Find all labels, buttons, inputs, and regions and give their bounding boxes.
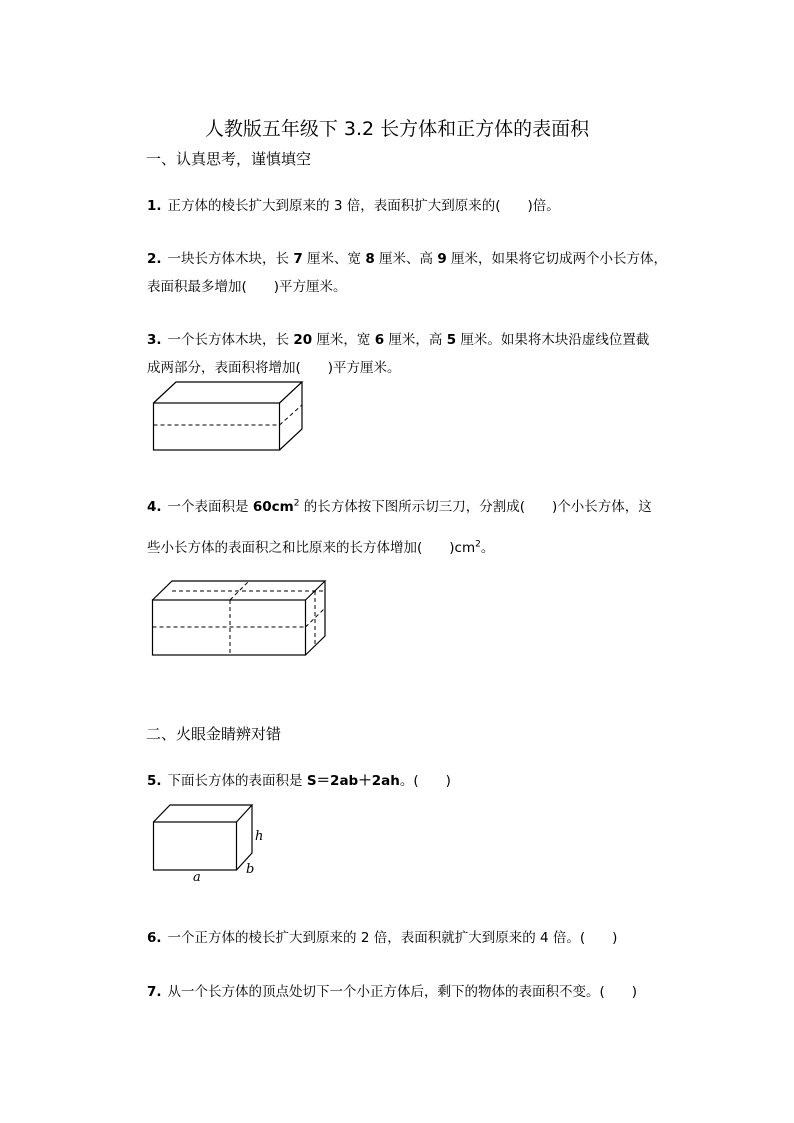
page-title: 人教版五年级下 3.2 长方体和正方体的表面积 [204,118,590,140]
section-heading-true-false: 二、火眼金睛辨对错 [146,725,282,743]
dashed-cut-horizontal-side [306,608,326,627]
label-length: a [193,870,201,885]
question-number: 1. [147,198,162,214]
cuboid-top-face [154,805,253,822]
cuboid-front-face [154,403,280,450]
cuboid-figure-q3 [150,380,310,455]
question-2: 2. 一块长方体木块，长 7 厘米、宽 8 厘米、高 9 厘米，如果将它切成两个小长方体， [147,251,668,267]
cuboid-figure-q5 [150,802,270,884]
label-width: b [246,862,255,877]
question-number: 6. [147,930,162,946]
question-4: 4. 一个表面积是 $60cm^2$ 的长方体按下图所示切三刀，分割成( )个小长方体，这 [147,498,652,515]
surface-area-formula: S＝2ab＋2ah [306,773,400,789]
question-number: 4. [147,499,162,515]
cuboid-side-face [237,805,253,870]
cuboid-figure-q4 [150,578,330,658]
question-2-line-2: 表面积最多增加( )平方厘米。 [147,279,347,295]
question-4-line-2: 些小长方体的表面积之和比原来的长方体增加( )$cm^2$。 [147,539,495,556]
question-number: 2. [147,251,162,267]
label-height: h [255,829,264,844]
section-heading-fill-blanks: 一、认真思考，谨慎填空 [146,150,312,168]
question-3: 3. 一个长方体木块，长 20 厘米，宽 6 厘米，高 5 厘米。如果将木块沿虚线位置截 [147,332,650,348]
cuboid-front-face [154,822,237,870]
question-7: 7. 从一个长方体的顶点处切下一个小正方体后，剩下的物体的表面积不变。( ) [147,984,638,1000]
question-number: 5. [147,773,162,789]
question-number: 7. [147,984,162,1000]
question-3-line-2: 成两部分，表面积将增加( )平方厘米。 [147,360,401,376]
question-5: 5. 下面长方体的表面积是 S＝2ab＋2ah。( ) [147,773,451,789]
dashed-cut-vertical-top [230,581,249,600]
question-1: 1. 正方体的棱长扩大到原来的 3 倍，表面积扩大到原来的( )倍。 [147,198,560,214]
question-6: 6. 一个正方体的棱长扩大到原来的 2 倍，表面积就扩大到原来的 4 倍。( ) [147,930,618,946]
question-number: 3. [147,332,162,348]
dashed-cut-line-side [280,405,303,425]
cuboid-top-face [154,382,303,403]
